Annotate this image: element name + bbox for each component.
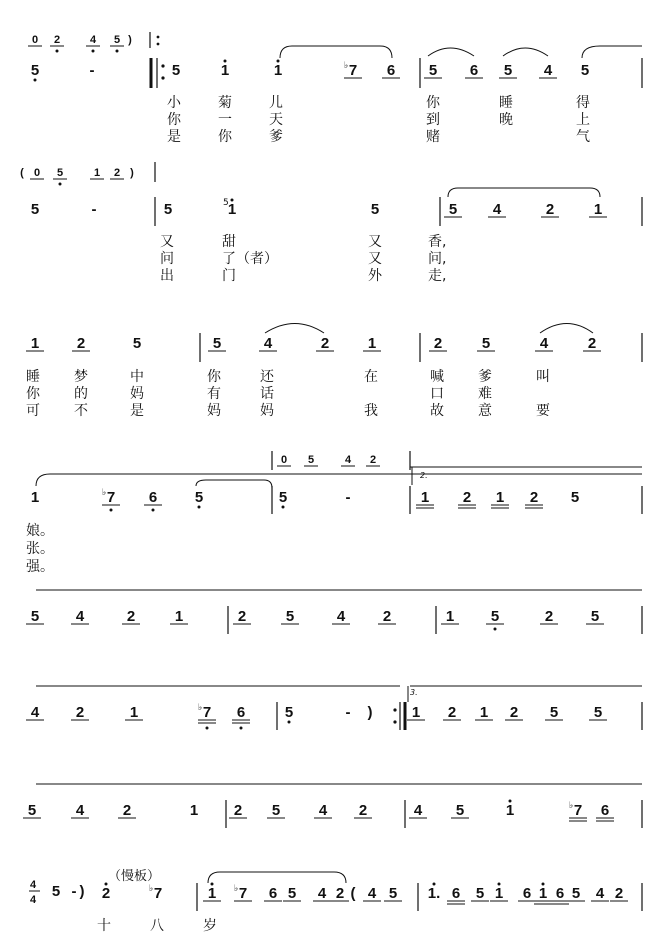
lyric: 是 bbox=[167, 129, 181, 145]
note: 4 bbox=[344, 454, 352, 466]
note: 2 bbox=[358, 802, 368, 819]
octave-dot-low bbox=[116, 50, 119, 53]
lyric: 到 bbox=[426, 112, 440, 128]
lyric: 门 bbox=[222, 268, 236, 284]
lyric: 你 bbox=[167, 112, 181, 128]
octave-dot-high bbox=[509, 800, 512, 803]
lyric: 天 bbox=[269, 112, 283, 128]
lyric: 我 bbox=[364, 403, 378, 419]
note: 5 bbox=[285, 608, 295, 625]
note: - bbox=[71, 883, 77, 900]
note: 1 bbox=[30, 335, 40, 352]
lyric: 睡 bbox=[26, 369, 40, 385]
barlines bbox=[150, 32, 642, 911]
note: 5 bbox=[51, 883, 61, 900]
lyric: 走, bbox=[428, 268, 447, 284]
lyric: 八 bbox=[150, 918, 164, 934]
note: 4 bbox=[75, 608, 85, 625]
note: 5 bbox=[287, 885, 297, 902]
lyric: 一 bbox=[218, 112, 232, 128]
lyric: 香, bbox=[428, 234, 447, 250]
note: 6 bbox=[522, 885, 532, 902]
note: 4 bbox=[317, 885, 327, 902]
note: 5 bbox=[212, 335, 222, 352]
lyric: 十 bbox=[97, 918, 111, 934]
note: 4 bbox=[367, 885, 377, 902]
lyric: 故 bbox=[430, 403, 444, 419]
note: 2 bbox=[320, 335, 330, 352]
lyric: 你 bbox=[218, 129, 232, 145]
note: 1 bbox=[593, 201, 603, 218]
note: ) bbox=[79, 883, 85, 900]
notes-layer bbox=[20, 34, 628, 904]
lyric: 赌 bbox=[426, 129, 440, 145]
time-signature-denominator: 4 bbox=[30, 894, 37, 906]
note: 1 bbox=[207, 885, 217, 902]
lyric: 晚 bbox=[499, 112, 513, 128]
note: 2 bbox=[126, 608, 136, 625]
note: 1 bbox=[505, 802, 515, 819]
note: 5 bbox=[284, 704, 294, 721]
note: 5 bbox=[475, 885, 485, 902]
note: 5 bbox=[481, 335, 491, 352]
note: 0 bbox=[33, 167, 41, 179]
lyric: 上 bbox=[576, 112, 590, 128]
octave-dot-low bbox=[282, 506, 285, 509]
note: 5 bbox=[388, 885, 398, 902]
lyric: 妈 bbox=[130, 386, 144, 402]
note: 5 bbox=[271, 802, 281, 819]
note: 5 bbox=[490, 608, 500, 625]
lyric: 强。 bbox=[26, 559, 54, 575]
note: 2 bbox=[233, 802, 243, 819]
note: 4 bbox=[263, 335, 273, 352]
octave-dot-low bbox=[34, 79, 37, 82]
lyric: 了（者） bbox=[222, 251, 278, 267]
lyric: 妈 bbox=[260, 403, 274, 419]
note: 5 bbox=[448, 201, 458, 218]
note: 5 bbox=[370, 201, 380, 218]
time-signature-numerator: 4 bbox=[30, 879, 37, 891]
octave-dot-high bbox=[498, 883, 501, 886]
note: 1 bbox=[367, 335, 377, 352]
note: 1 bbox=[227, 201, 237, 218]
lyric: 是 bbox=[130, 403, 144, 419]
note: 2 bbox=[76, 335, 86, 352]
lyric: 妈 bbox=[207, 403, 221, 419]
note: 2 bbox=[335, 885, 345, 902]
note: 5 bbox=[580, 62, 590, 79]
lyric: 爹 bbox=[269, 129, 283, 145]
tempo-marking: （慢板） bbox=[108, 869, 161, 884]
note: - bbox=[345, 704, 351, 721]
octave-dot-low bbox=[288, 721, 291, 724]
note: 5 bbox=[307, 454, 315, 466]
flat-accidental: ♭ bbox=[569, 801, 574, 811]
note: 1 bbox=[220, 62, 230, 79]
note: 4 bbox=[492, 201, 502, 218]
note: 1 bbox=[189, 802, 199, 819]
note: 2 bbox=[369, 454, 377, 466]
lyric: 要 bbox=[536, 403, 550, 419]
lyric: 你 bbox=[207, 369, 221, 385]
octave-dot-high bbox=[105, 883, 108, 886]
note: 5 bbox=[171, 62, 181, 79]
note: 2 bbox=[529, 489, 539, 506]
note: 4 bbox=[595, 885, 605, 902]
note: 1 bbox=[494, 885, 504, 902]
note: 5 bbox=[455, 802, 465, 819]
volta-2-label: 2. bbox=[420, 471, 428, 480]
lyric: 又 bbox=[368, 234, 382, 250]
octave-dot-high bbox=[542, 883, 545, 886]
lyric: 菊 bbox=[218, 95, 232, 111]
note: 5 bbox=[570, 489, 580, 506]
note: 5 bbox=[30, 201, 40, 218]
note: 2 bbox=[509, 704, 519, 721]
note: 2 bbox=[447, 704, 457, 721]
octave-dot-high bbox=[224, 60, 227, 63]
note: 2 bbox=[544, 608, 554, 625]
octave-dot-low bbox=[494, 628, 497, 631]
note: 1 bbox=[411, 704, 421, 721]
lyric: 睡 bbox=[499, 95, 513, 111]
note: 2 bbox=[545, 201, 555, 218]
octave-dot-low bbox=[56, 50, 59, 53]
note: 5 bbox=[113, 34, 121, 46]
octave-dot-low bbox=[198, 506, 201, 509]
flat-accidental: ♭ bbox=[198, 703, 203, 713]
octave-dot-high bbox=[433, 883, 436, 886]
note: 2 bbox=[113, 167, 121, 179]
note: ) bbox=[367, 704, 373, 721]
slurs bbox=[33, 46, 642, 883]
note: 5 bbox=[503, 62, 513, 79]
octave-dot-high bbox=[211, 883, 214, 886]
octave-dot-low bbox=[240, 727, 243, 730]
lyric: 有 bbox=[207, 386, 221, 402]
note: 2 bbox=[587, 335, 597, 352]
note: 0 bbox=[31, 34, 39, 46]
note: 7 bbox=[106, 489, 116, 506]
note: 5 bbox=[428, 62, 438, 79]
lyric: 岁 bbox=[203, 918, 217, 934]
note: 5 bbox=[30, 608, 40, 625]
lyric: 小 bbox=[167, 95, 181, 111]
note: 1 bbox=[129, 704, 139, 721]
lyric: 甜 bbox=[222, 234, 236, 250]
lyric: 意 bbox=[478, 403, 492, 419]
note: 6 bbox=[236, 704, 246, 721]
note: 6 bbox=[451, 885, 461, 902]
lyrics-s2 bbox=[160, 234, 446, 284]
note: ( bbox=[20, 167, 24, 179]
note: - bbox=[89, 62, 95, 79]
note: 2 bbox=[101, 885, 111, 902]
note: 5 bbox=[278, 489, 288, 506]
note: 5 bbox=[132, 335, 142, 352]
note: 4 bbox=[318, 802, 328, 819]
octave-dot-high bbox=[231, 199, 234, 202]
note: 7 bbox=[238, 885, 248, 902]
flat-accidental: ♭ bbox=[149, 884, 154, 894]
note: 2 bbox=[462, 489, 472, 506]
note: 5 bbox=[571, 885, 581, 902]
note: 5 bbox=[56, 167, 64, 179]
note: 5 bbox=[593, 704, 603, 721]
note: 2 bbox=[382, 608, 392, 625]
lyric: 问, bbox=[428, 251, 447, 267]
lyrics-s3 bbox=[26, 368, 550, 419]
flat-accidental: ♭ bbox=[234, 884, 239, 894]
note: 0 bbox=[280, 454, 288, 466]
lyric: 难 bbox=[478, 386, 492, 402]
note: 6 bbox=[148, 489, 158, 506]
note: 4 bbox=[543, 62, 553, 79]
lyric: 出 bbox=[160, 268, 174, 284]
lyric: 你 bbox=[26, 386, 40, 402]
note: 1 bbox=[445, 608, 455, 625]
note: 5 bbox=[27, 802, 37, 819]
note: 1 bbox=[479, 704, 489, 721]
note: 4 bbox=[89, 34, 97, 46]
lyric: 还 bbox=[260, 369, 274, 385]
note: 1 bbox=[93, 167, 101, 179]
note: 6 bbox=[555, 885, 565, 902]
lyric: 话 bbox=[260, 386, 274, 402]
lyric: 张。 bbox=[26, 541, 54, 557]
note: 2 bbox=[53, 34, 61, 46]
lyrics-s1 bbox=[167, 95, 590, 145]
lyric: 叫 bbox=[536, 369, 550, 385]
lyric: 不 bbox=[74, 403, 88, 419]
note: 2 bbox=[122, 802, 132, 819]
flat-accidental: ♭ bbox=[102, 488, 107, 498]
note: 5 bbox=[549, 704, 559, 721]
octave-dot-high bbox=[277, 60, 280, 63]
note: 7 bbox=[348, 62, 358, 79]
note: 1 bbox=[174, 608, 184, 625]
note: 5 bbox=[163, 201, 173, 218]
octave-dot-low bbox=[110, 509, 113, 512]
note: 6 bbox=[600, 802, 610, 819]
note: 4 bbox=[30, 704, 40, 721]
lyric: 又 bbox=[160, 234, 174, 250]
lyric: 你 bbox=[426, 95, 440, 111]
lyric: 的 bbox=[74, 386, 88, 402]
lyric: 中 bbox=[130, 369, 144, 385]
note: 5 bbox=[590, 608, 600, 625]
note: 1 bbox=[273, 62, 283, 79]
note: ) bbox=[130, 167, 134, 179]
note: 1 bbox=[538, 885, 548, 902]
note: 2 bbox=[75, 704, 85, 721]
note: 1. bbox=[427, 885, 441, 902]
note: ) bbox=[128, 34, 132, 46]
note: 1 bbox=[420, 489, 430, 506]
lyric: 又 bbox=[368, 251, 382, 267]
note: 1 bbox=[30, 489, 40, 506]
note: 4 bbox=[413, 802, 423, 819]
note: 6 bbox=[268, 885, 278, 902]
lyrics-s8 bbox=[97, 917, 217, 934]
lyric: 在 bbox=[364, 369, 378, 385]
lyric: 儿 bbox=[269, 95, 283, 111]
note: 4 bbox=[75, 802, 85, 819]
lyric: 气 bbox=[576, 129, 590, 145]
note: 2 bbox=[237, 608, 247, 625]
lyric: 可 bbox=[26, 403, 40, 419]
lyrics-s4 bbox=[26, 523, 54, 575]
note: 5 bbox=[30, 62, 40, 79]
note: 6 bbox=[386, 62, 396, 79]
note: - bbox=[345, 489, 351, 506]
lyric: 娘。 bbox=[26, 523, 54, 539]
note: 7 bbox=[573, 802, 583, 819]
octave-dot-low bbox=[206, 727, 209, 730]
note: 7 bbox=[153, 885, 163, 902]
note: 6 bbox=[469, 62, 479, 79]
lyric: 爹 bbox=[478, 369, 492, 385]
grace-note: 5 bbox=[223, 198, 229, 208]
lyric: 得 bbox=[576, 95, 590, 111]
note: 4 bbox=[336, 608, 346, 625]
note: ( bbox=[350, 885, 356, 902]
note: 2 bbox=[433, 335, 443, 352]
lyric: 喊 bbox=[430, 369, 444, 385]
octave-dot-low bbox=[152, 509, 155, 512]
lyric: 外 bbox=[368, 268, 382, 284]
flat-accidental: ♭ bbox=[344, 61, 349, 71]
lyric: 问 bbox=[160, 251, 174, 267]
volta-3-label: 3. bbox=[410, 688, 418, 697]
note: 4 bbox=[539, 335, 549, 352]
lyric: 口 bbox=[430, 386, 444, 402]
note: - bbox=[91, 201, 97, 218]
octave-dot-low bbox=[92, 50, 95, 53]
octave-dot-low bbox=[59, 183, 62, 186]
lyric: 梦 bbox=[74, 369, 88, 385]
note: 1 bbox=[495, 489, 505, 506]
note: 2 bbox=[614, 885, 624, 902]
note: 5 bbox=[194, 489, 204, 506]
note: 7 bbox=[202, 704, 212, 721]
